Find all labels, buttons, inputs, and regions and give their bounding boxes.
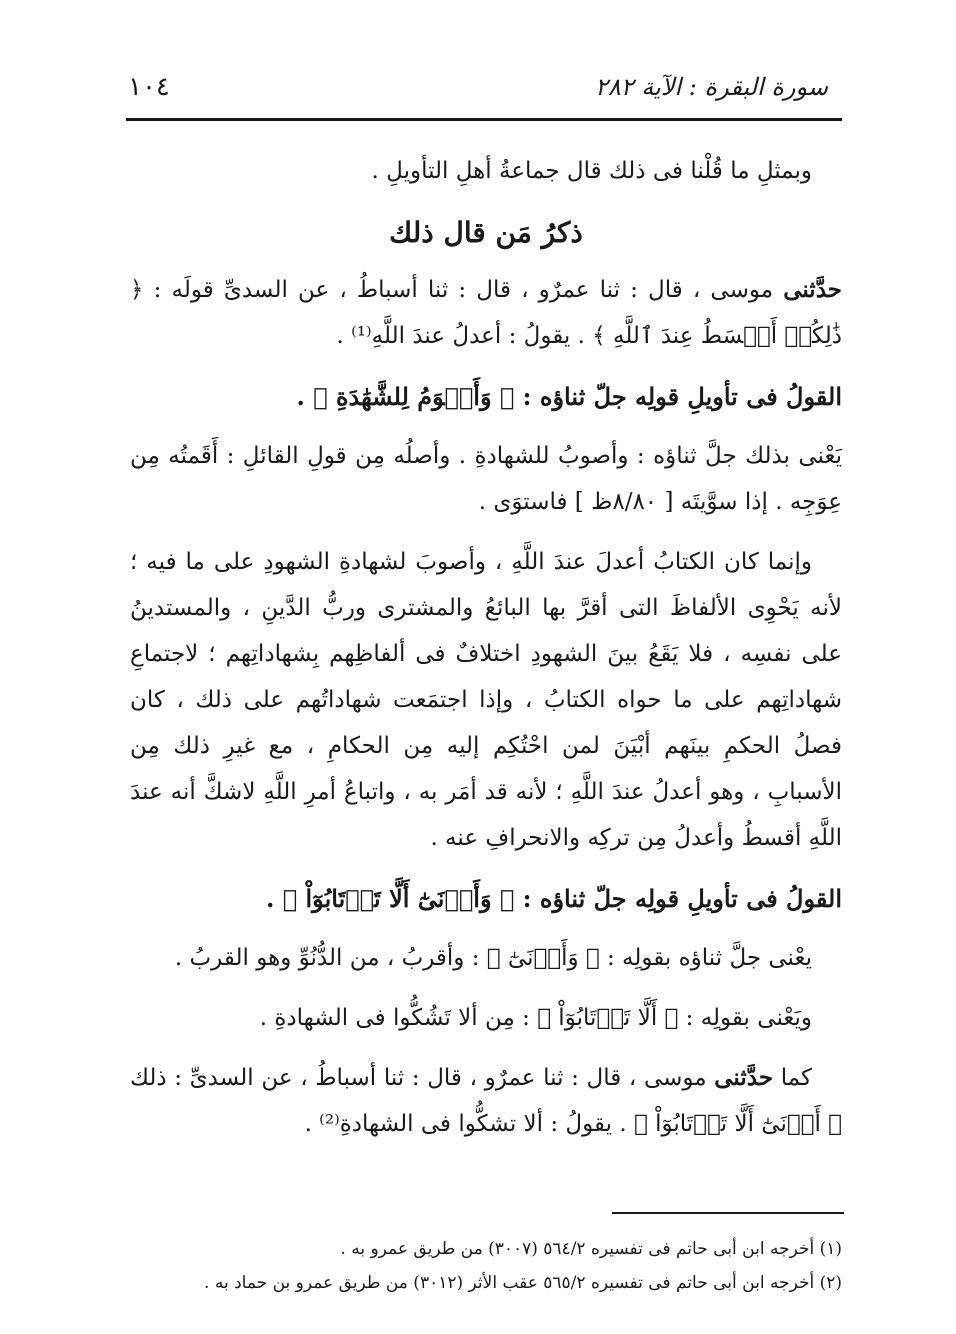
paragraph-explanation-2: وإنما كان الكتابُ أعدلَ عندَ اللَّهِ ، وأصوبَ لشهادةِ الشهودِ على ما فيه ؛ لأنه يَحْوِى الألفاظَ التى أقرَّ بها البائعُ والمشترى وربُّ الدَّينِ ، والمستدينُ على نفسِه ، فلا يَقَعُ بينَ الشهودِ اختلافٌ فى ألفاظِهم بِشهاداتِهم ؛ لاجتماعِ شهاداتِهم على ما حواه الكتابُ ، وإذا اجتمَعت شهاداتُهم على ذلك ، كان فصلُ الحكمِ بينَهم أبْيَنَ لمن احْتُكِم إليه مِن الحكامِ ، مع غيرِ ذلك مِن الأسبابِ ، وهو أعدلُ عندَ اللَّهِ ؛ لأنه قد أمَر به ، واتباعُ أمرِ اللَّهِ لاشكَّ أنه عندَ اللَّهِ أقسطُ وأعدلُ مِن تركِه والانحرافِ عنه . [130,549,842,851]
narration-lead: حدَّثنى [714,1064,774,1091]
footnotes [150,1232,842,1300]
paragraph-narration-1 [130,267,842,359]
page-number: ١٠٤ [128,72,170,102]
page-header [128,66,828,108]
footnote-rule [612,1212,844,1214]
tafsir-heading-2: القولُ فى تأويلِ قولِه جلّ ثناؤه : ﴿ وَأَدۡنَىٰٓ أَلَّا تَرۡتَابُوٓاْ ﴾ . [266,884,842,913]
tafsir-heading-1: القولُ فى تأويلِ قولِه جلّ ثناؤه : ﴿ وَأَقۡوَمُ لِلشَّهَٰدَةِ ﴾ . [296,382,842,411]
narration-prefix: كما [773,1065,812,1091]
section-heading: ذكرُ مَن قال ذلك [389,216,583,249]
footnote-2: (٢) أخرجه ابن أبى حاتم فى تفسيره ٥٦٥/٢ عقب الأثر (٣٠١٢) من طريق عمرو بن حماد به . [204,1273,842,1293]
paragraph-opening: وبمثلِ ما قُلْنا فى ذلك قال جماعةُ أهلِ التأويلِ . [371,158,812,184]
paragraph-explanation-4: ويَعْنى بقولِه : ﴿ أَلَّا تَرۡتَابُوٓاْ ﴾ : مِن ألا تَشُكُّوا فى الشهادةِ . [259,1005,812,1031]
footnote-1: (١) أخرجه ابن أبى حاتم فى تفسيره ٥٦٤/٢ (٣٠٠٧) من طريق عمرو به . [340,1239,842,1259]
paragraph-narration-2 [130,1055,842,1147]
narration-text: موسى ، قال : ثنا عمرٌو ، قال : ثنا أسباطُ ، عن السدىِّ قولَه : ﴿ ذَٰلِكُمۡ أَقۡسَطُ عِندَ ٱللَّهِ ﴾ . يقولُ : أعدلُ عندَ اللَّهِ⁽¹⁾ . [130,277,842,349]
running-title: سورة البقرة : الآية ٢٨٢ [594,73,828,101]
paragraph-explanation-3: يعْنى جلَّ ثناؤه بقولِه : ﴿ وَأَدۡنَىٰٓ ﴾ : وأقربُ ، من الدُّنُوِّ وهو القربُ . [174,945,812,971]
main-text [130,148,842,1161]
paragraph-explanation-1: يَعْنى بذلك جلَّ ثناؤه : وأصوبُ للشهادةِ . وأصلُه مِن قولِ القائلِ : أَقَمتُه مِن عِوَجِه . إذا سوَّيتَه [ ٨/٨٠ظ ] فاستوَى . [130,443,842,515]
narration-text: موسى ، قال : ثنا عمرٌو ، قال : ثنا أسباطُ ، عن السدىِّ : ذلك ﴿ أَدۡنَىٰٓ أَلَّا تَرۡتَابُوٓاْ ﴾ . يقولُ : ألا تشكُّوا فى الشهادةِ⁽²⁾ . [130,1065,842,1137]
header-rule [126,118,842,121]
narration-lead: حدَّثنى [783,276,842,303]
